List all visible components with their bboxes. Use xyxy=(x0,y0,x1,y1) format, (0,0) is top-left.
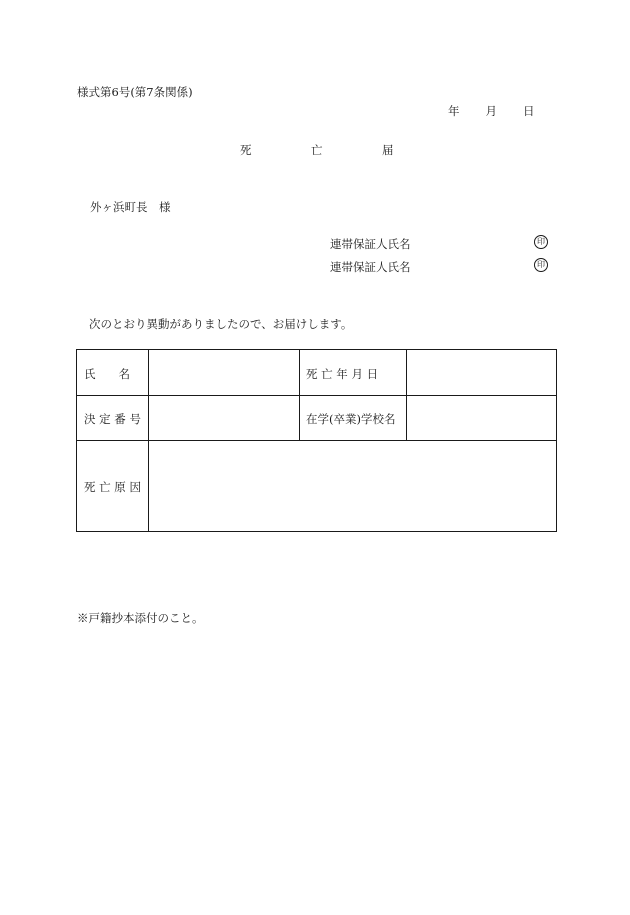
guarantor-row-1 xyxy=(330,236,548,252)
title-char-3: 届 xyxy=(382,143,394,157)
notification-statement: 次のとおり異動がありましたので、お届けします。 xyxy=(89,317,353,331)
table-column-divider xyxy=(299,350,300,440)
school-name-label: 在学(卒業)学校名 xyxy=(306,412,396,426)
death-notification-table xyxy=(76,349,557,532)
table-column-divider xyxy=(406,350,407,440)
seal-mark: 印 xyxy=(534,235,548,249)
form-number: 様式第6号(第7条関係) xyxy=(77,85,193,99)
name-label: 氏 名 xyxy=(84,367,130,381)
footnote: ※戸籍抄本添付のこと。 xyxy=(77,611,204,625)
addressee: 外ヶ浜町長 様 xyxy=(90,200,171,214)
date-day-label: 日 xyxy=(523,104,535,118)
guarantor-row-2 xyxy=(330,259,548,275)
death-date-label: 死 亡 年 月 日 xyxy=(306,367,379,381)
guarantor-name-label: 連帯保証人氏名 xyxy=(330,237,411,251)
table-column-divider xyxy=(148,350,149,531)
date-line xyxy=(448,103,535,119)
title-char-1: 死 xyxy=(240,143,252,157)
seal-mark: 印 xyxy=(534,258,548,272)
document-title xyxy=(232,142,402,156)
decision-number-label: 決 定 番 号 xyxy=(84,412,141,426)
date-month-label: 月 xyxy=(485,104,497,118)
guarantor-name-label: 連帯保証人氏名 xyxy=(330,260,411,274)
cause-of-death-label: 死 亡 原 因 xyxy=(84,480,141,494)
title-char-2: 亡 xyxy=(311,143,323,157)
date-year-label: 年 xyxy=(448,104,460,118)
